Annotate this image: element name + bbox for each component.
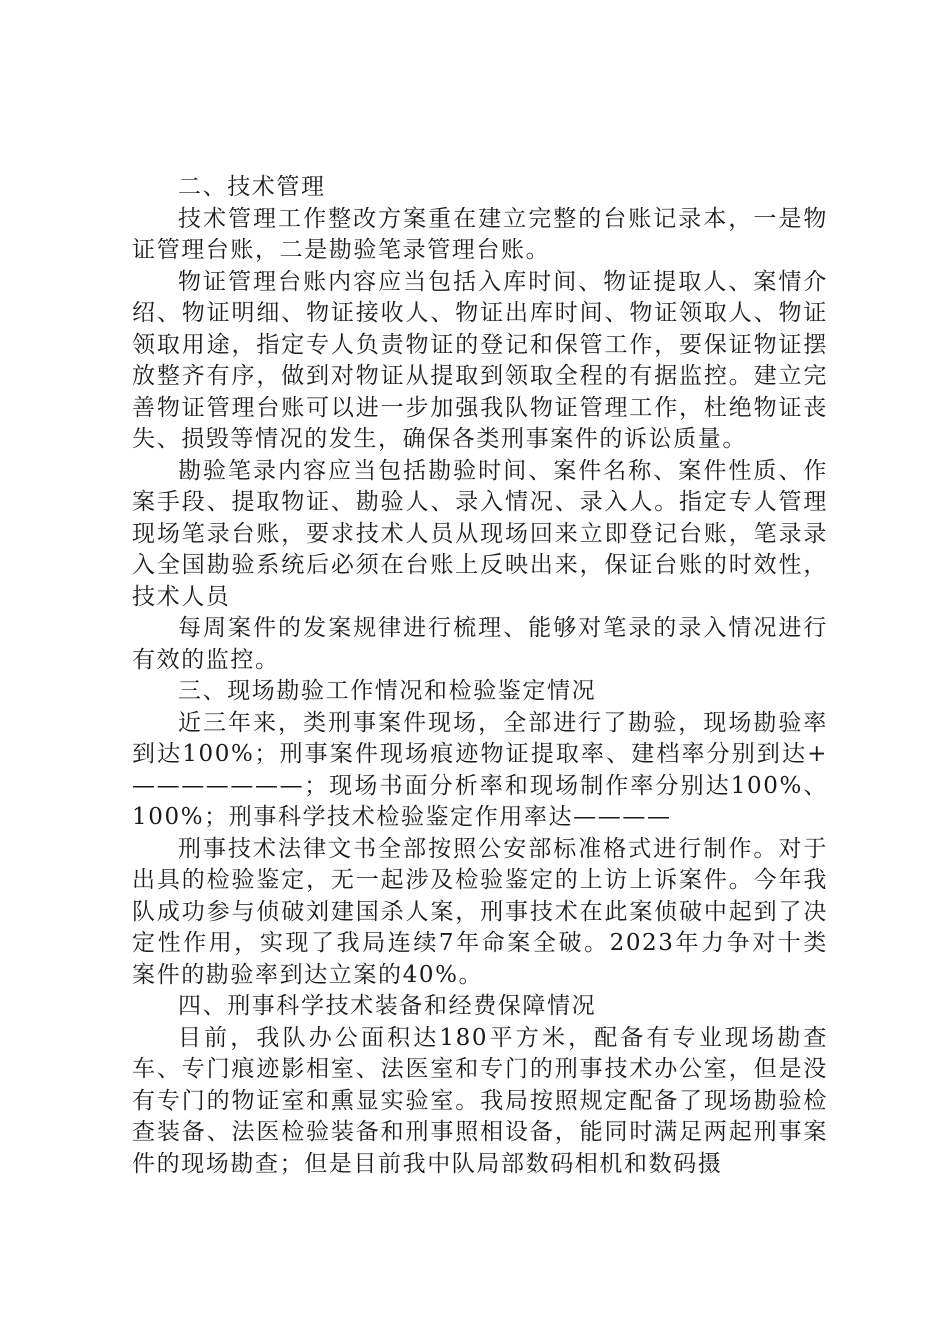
section-heading-scene-inspection: 三、现场勘验工作情况和检验鉴定情况: [178, 678, 597, 704]
section-heading-technical-management: 二、技术管理: [178, 174, 326, 200]
paragraph: 物证管理台账内容应当包括入库时间、物证提取人、案情介绍、物证明细、物证接收人、物证出库时间、物证领取人、物证领取用途，指定专人负责物证的登记和保管工作，要保证物证摆放整齐有序，做到对物证从提取到领取全程的有据监控。建立完善物证管理台账可以进一步加强我队物证管理工作，杜绝物证丧失、损毁等情况的发生，确保各类刑事案件的诉讼质量。: [132, 268, 828, 452]
paragraph: 近三年来，类刑事案件现场，全部进行了勘验，现场勘验率到达100%；刑事案件现场痕迹物证提取率、建档率分别到达+———————；现场书面分析率和现场制作率分别达100%、100%；刑事科学技术检验鉴定作用率达————: [132, 709, 828, 830]
section-heading-equipment-funding: 四、刑事科学技术装备和经费保障情况: [178, 993, 597, 1019]
paragraph: 每周案件的发案规律进行梳理、能够对笔录的录入情况进行有效的监控。: [132, 615, 828, 673]
paragraph: 技术管理工作整改方案重在建立完整的台账记录本，一是物证管理台账，二是勘验笔录管理台账。: [132, 205, 828, 263]
document-page: [132, 172, 828, 1180]
paragraph: 刑事技术法律文书全部按照公安部标准格式进行制作。对于出具的检验鉴定，无一起涉及检验鉴定的上访上诉案件。今年我队成功参与侦破刘建国杀人案，刑事技术在此案侦破中起到了决定性作用，实现了我局连续7年命案全破。2023年力争对十类案件的勘验率到达立案的40%。: [132, 835, 828, 988]
paragraph: 目前，我队办公面积达180平方米，配备有专业现场勘查车、专门痕迹影相室、法医室和专门的刑事技术办公室，但是没有专门的物证室和熏显实验室。我局按照规定配备了现场勘验检查装备、法医检验装备和刑事照相设备，能同时满足两起刑事案件的现场勘查；但是目前我中队局部数码相机和数码摄: [132, 1024, 828, 1177]
paragraph: 勘验笔录内容应当包括勘验时间、案件名称、案件性质、作案手段、提取物证、勘验人、录入情况、录入人。指定专人管理现场笔录台账，要求技术人员从现场回来立即登记台账，笔录录入全国勘验系统后必须在台账上反映出来，保证台账的时效性，技术人员: [132, 457, 828, 610]
